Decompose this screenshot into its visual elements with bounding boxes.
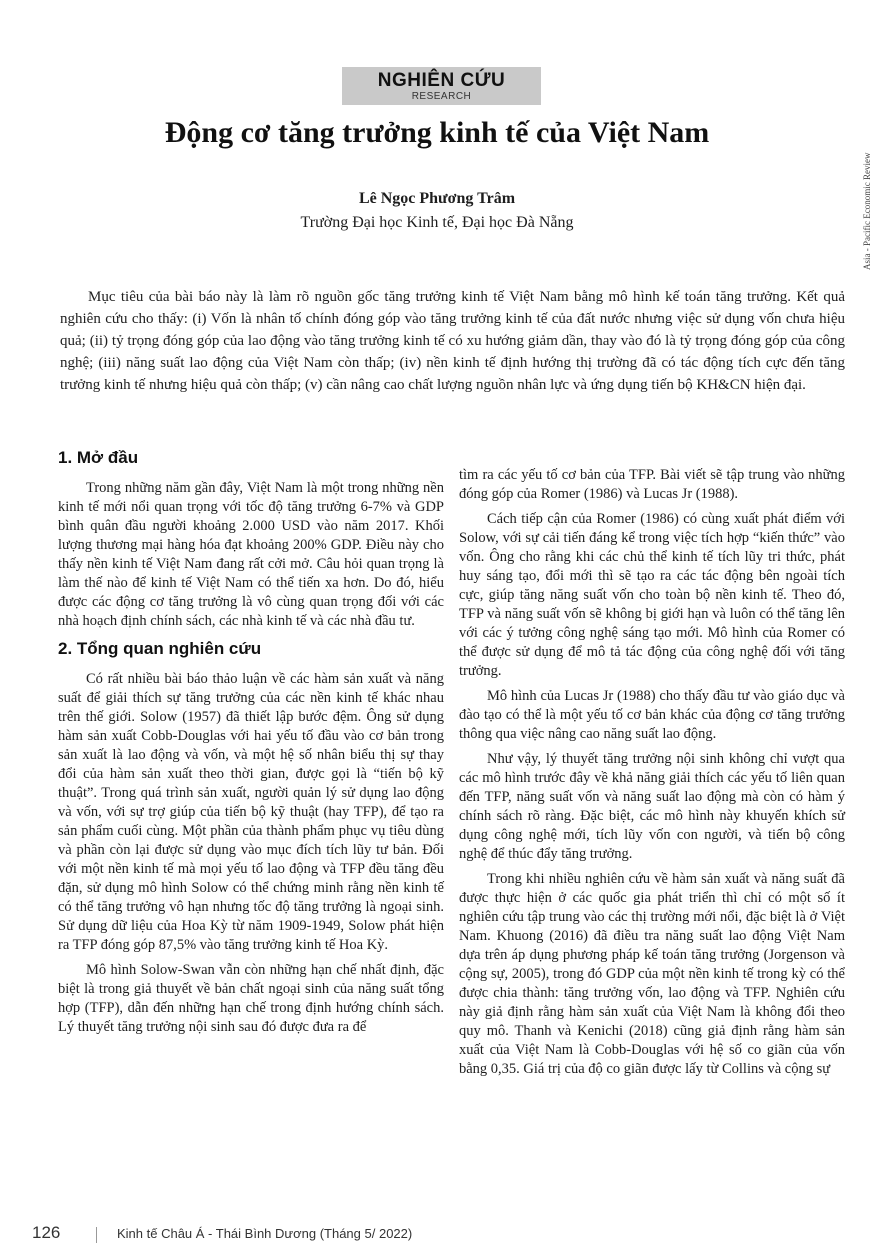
paragraph: Trong những năm gần đây, Việt Nam là một trong những nền kinh tế mới nổi quan trọng với tốc độ tăng trưởng 6-7% và GDP bình quân đầu người khoảng 2.000 USD vào năm 2017. Khối lượng thương mại hàng hóa đạt khoảng 200% GDP. Điều này cho thấy nền kinh tế Việt Nam đang rất cởi mở. Câu hỏi quan trọng là làm thế nào để kinh tế Việt Nam có thể tiến xa hơn. Do đó, hiểu được các động cơ tăng trưởng là vô cùng quan trọng đối với các nhà hoạch định chính sách, các nhà kinh tế và các nhà đầu tư. [58,480,444,629]
article-title: Động cơ tăng trưởng kinh tế của Việt Nam [164,116,710,149]
left-column [58,440,444,1043]
section-badge [342,67,541,105]
paragraph: Mô hình của Lucas Jr (1988) cho thấy đầu tư vào giáo dục và đào tạo có thể là một yếu tố cơ bản khác của động cơ tăng trưởng thông qua việc nâng cao năng suất lao động. [459,688,845,742]
paragraph: Mô hình Solow-Swan vẫn còn những hạn chế nhất định, đặc biệt là trong giả thuyết về bản chất ngoại sinh của năng suất tổng hợp (TFP), dẫn đến những hạn chế trong định hướng chính sách. Lý thuyết tăng trưởng nội sinh sau đó được đưa ra để [58,962,444,1035]
page-footer [0,1223,874,1247]
page-number: 126 [32,1223,61,1242]
author-name: Lê Ngọc Phương Trâm [358,190,516,207]
right-column [459,466,845,1085]
author-affiliation: Trường Đại học Kinh tế, Đại học Đà Nẵng [300,214,574,231]
side-label-text: Asia - Pacific Economic Review [862,152,872,270]
footer-divider [96,1227,97,1243]
paragraph: Có rất nhiều bài báo thảo luận về các hàm sản xuất và năng suất để giải thích sự tăng trưởng của các nền kinh tế khác nhau trên thế giới. Solow (1957) đã thiết lập bước đệm. Ông sử dụng hàm sản xuất Cobb-Douglas với hai yếu tố đầu vào cơ bản trong sản xuất là lao động và vốn, và một hệ số nhân biểu thị sự thay đổi của hàm sản xuất theo thời gian, được gọi là “tiến bộ kỹ thuật”. Trong quá trình sản xuất, người quản lý sử dụng lao động và vốn, với sự trợ giúp của tiến bộ kỹ thuật (hay TFP), để tạo ra sản phẩm cuối cùng. Một phần của thành phẩm phục vụ tiêu dùng và phần còn lại được sử dụng vào mục đích tích lũy tư bản. Đối với một nền kinh tế mà mọi yếu tố lao động và TFP đều tăng đều đặn, sử dụng mô hình Solow có thể chứng minh rằng nền kinh tế có thể tăng trưởng vô hạn nhưng tốc độ tăng trưởng là ngoại sinh. Sử dụng dữ liệu của Hoa Kỳ từ năm 1909-1949, Solow phát hiện ra TFP đóng góp 87,5% vào tăng trưởng kinh tế Hoa Kỳ. [58,671,444,953]
abstract: Mục tiêu của bài báo này là làm rõ nguồn gốc tăng trưởng kinh tế Việt Nam bằng mô hình kế toán tăng trưởng. Kết quả nghiên cứu cho thấy: (i) Vốn là nhân tố chính đóng góp vào tăng trưởng kinh tế của đất nước nhưng việc sử dụng vốn chưa hiệu quả; (ii) tỷ trọng đóng góp của lao động vào tăng trưởng kinh tế có xu hướng giảm dần, thay vào đó là tỷ trọng đóng góp của công nghệ; (iii) năng suất lao động của Việt Nam còn thấp; (iv) nền kinh tế định hướng thị trường đã có tác động tích cực đến tăng trưởng kinh tế nhưng hiệu quả còn thấp; (v) cần nâng cao chất lượng nguồn nhân lực và ứng dụng tiến bộ KH&CN hiện đại. [60,289,845,393]
heading-introduction: 1. Mở đầu [58,448,139,467]
paragraph: Như vậy, lý thuyết tăng trưởng nội sinh không chỉ vượt qua các mô hình trước đây về khả năng giải thích các yếu tố liên quan đến TFP, năng suất vốn và năng suất lao động mà còn có hàm ý chính sách rõ ràng. Đặc biệt, các mô hình này khuyến khích sử dụng công nghệ mới, tích lũy vốn con người, và tiến bộ công nghệ để thúc đẩy tăng trưởng. [459,751,845,862]
paragraph: Cách tiếp cận của Romer (1986) có cùng xuất phát điểm với Solow, với sự cải tiến đáng kể trong việc tích hợp “kiến thức” vào vốn. Ông cho rằng khi các chủ thể kinh tế tích lũy tri thức, phát huy sáng tạo, đổi mới thì sẽ tạo ra các tác động bên ngoài tích cực, giúp tăng năng suất vốn cho toàn bộ nền kinh tế. Theo đó, TFP và năng suất vốn sẽ không bị giới hạn và luôn có thể tăng lên với các ý tưởng công nghệ sáng tạo mới. Mô hình của Romer có thể được sử dụng để mô tả tác động của công nghệ đối với tăng trưởng. [459,511,845,679]
paragraph: Trong khi nhiều nghiên cứu về hàm sản xuất và năng suất đã được thực hiện ở các quốc gia phát triển thì chỉ có một số ít nghiên cứu tập trung vào các thị trường mới nổi, đặc biệt là ở Việt Nam. Khuong (2016) đã điều tra năng suất lao động Việt Nam dựa trên áp dụng phương pháp kế toán tăng trưởng (Jorgenson và cộng sự, 2005), trong đó GDP của một nền kinh tế trong kỳ có thể được chia thành: tăng trưởng vốn, lao động và TFP. Nghiên cứu này giả định rằng hàm sản xuất của Việt Nam là không đổi theo quy mô. Thanh và Kenichi (2018) cũng giả định rằng hàm sản xuất của Việt Nam là Cobb-Douglas với hệ số co giãn của vốn bằng 0,35. Giá trị của độ co giãn được lấy từ Collins và cộng sự [459,871,845,1077]
paragraph: tìm ra các yếu tố cơ bản của TFP. Bài viết sẽ tập trung vào những đóng góp của Romer (1986) và Lucas Jr (1988). [459,467,845,502]
heading-literature-review: 2. Tổng quan nghiên cứu [58,639,262,658]
journal-footer: Kinh tế Châu Á - Thái Bình Dương (Tháng 5/ 2022) [117,1226,413,1241]
section-label: NGHIÊN CỨU [377,70,506,91]
section-sublabel: RESEARCH [411,91,472,102]
